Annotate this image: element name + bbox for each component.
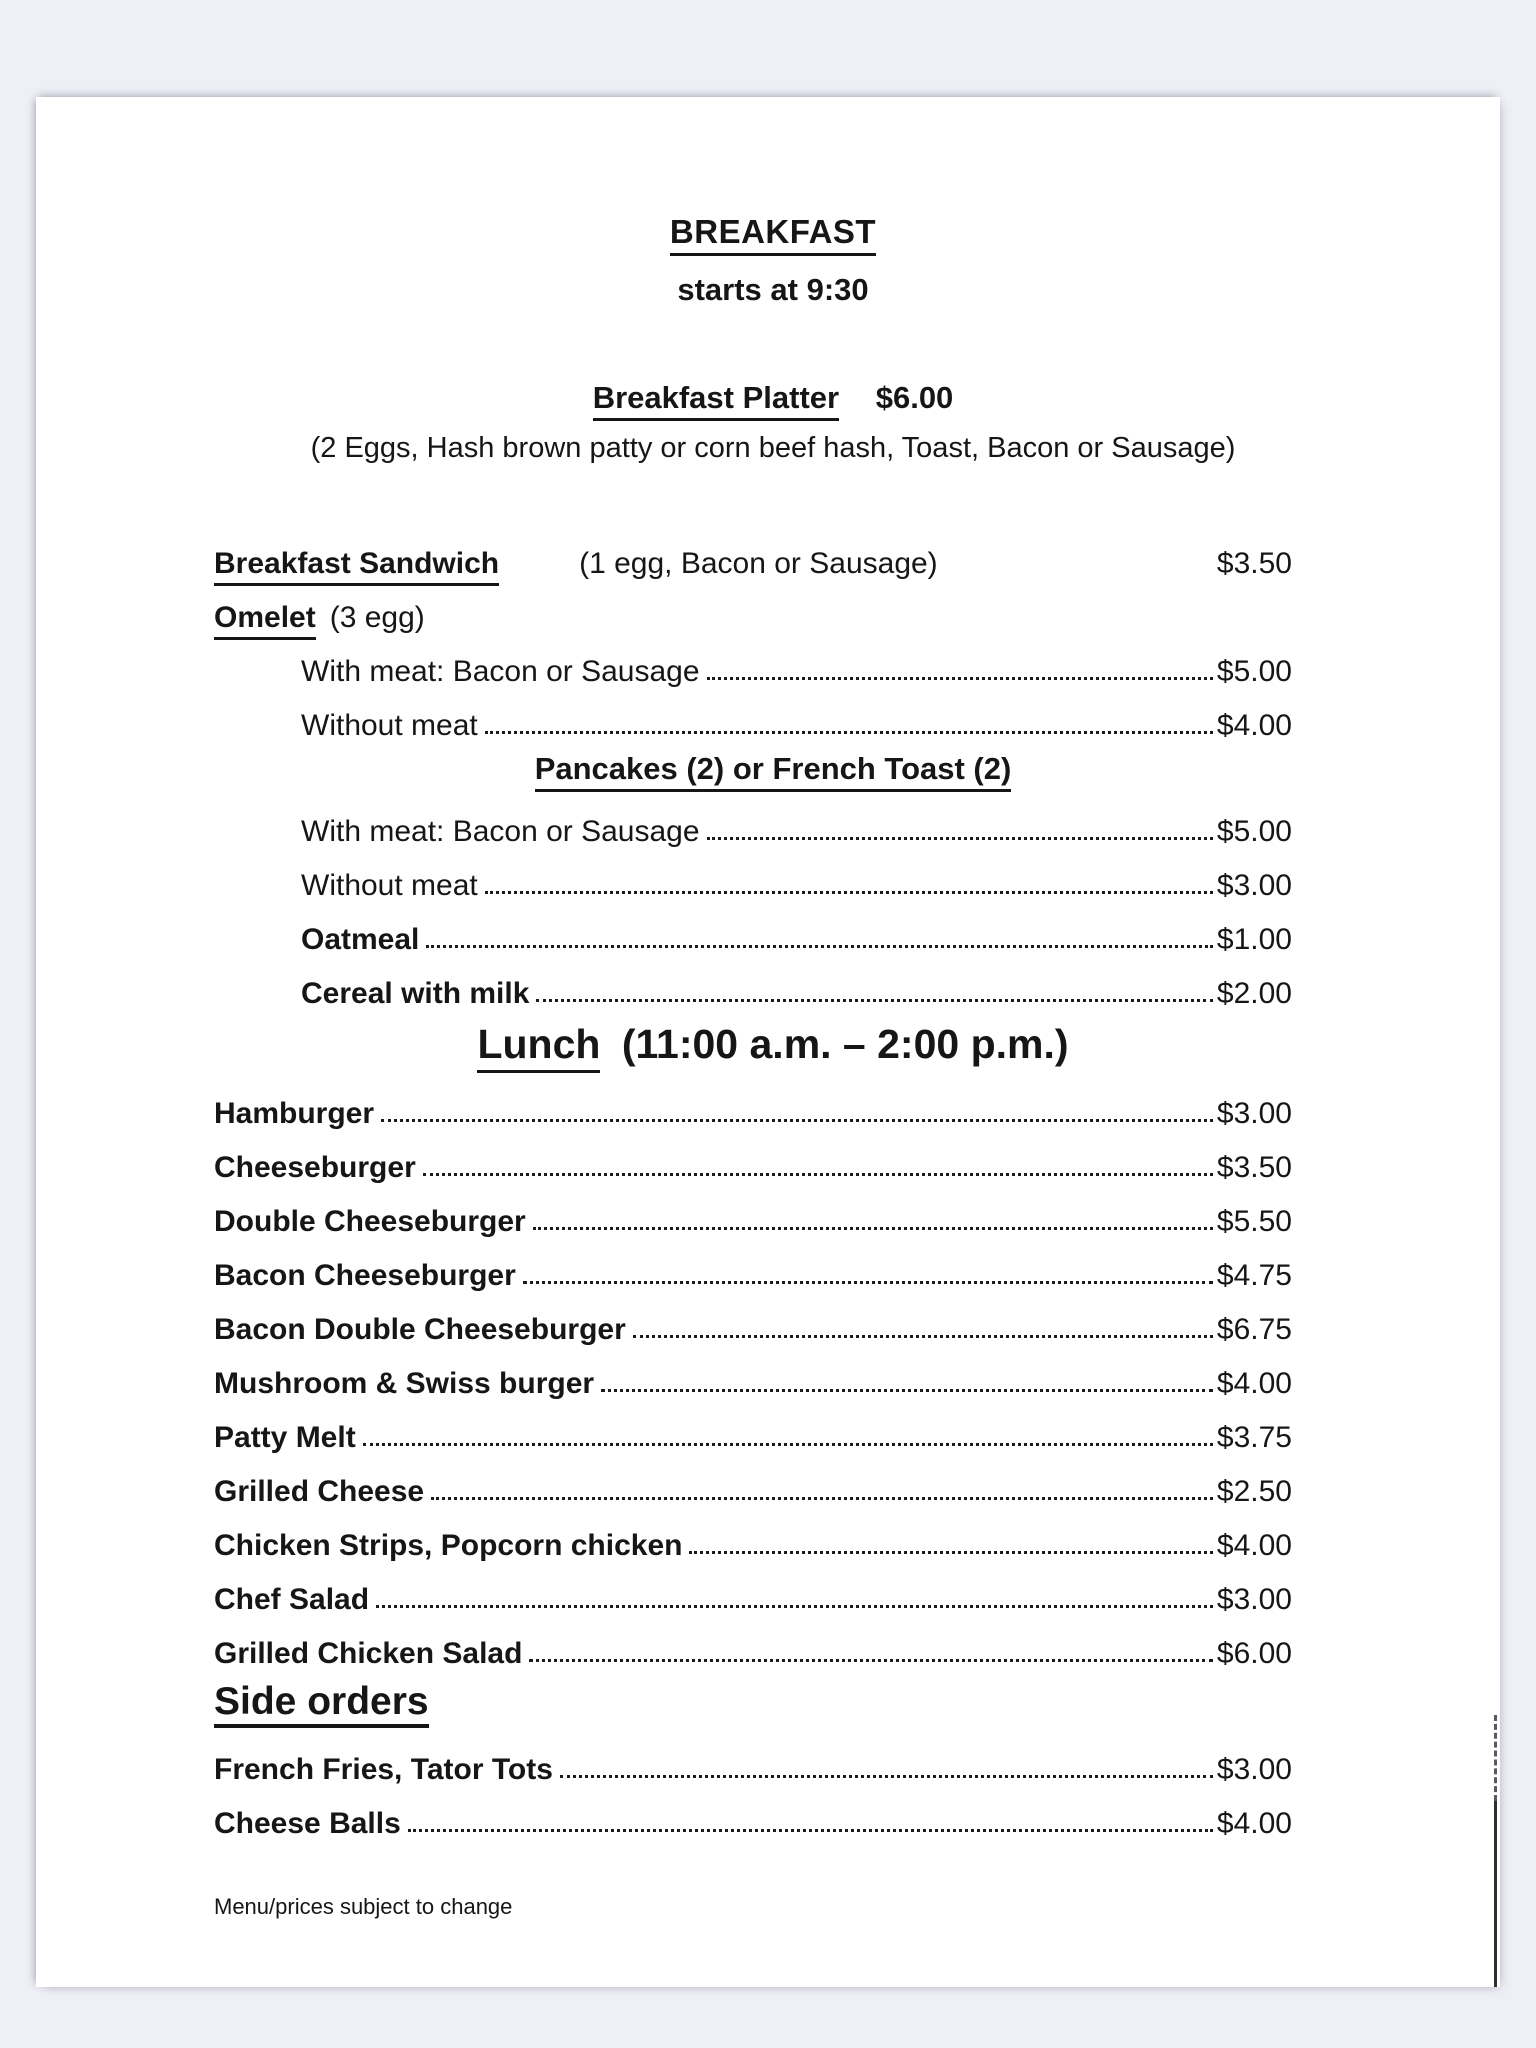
item-price: $6.00 (1216, 1637, 1292, 1670)
menu-row (214, 1401, 1292, 1455)
item-label: Grilled Cheese (214, 1475, 425, 1508)
item-label: Mushroom & Swiss burger (214, 1367, 595, 1400)
menu-row (214, 1787, 1292, 1841)
dot-leader (529, 1659, 1212, 1662)
dot-leader (485, 731, 1213, 734)
item-price: $5.00 (1216, 655, 1292, 688)
omelet-name: Omelet (214, 601, 316, 640)
side-orders-heading (214, 1671, 1292, 1733)
item-label: Grilled Chicken Salad (214, 1637, 523, 1670)
dot-leader (601, 1389, 1213, 1392)
dot-leader (560, 1775, 1213, 1778)
breakfast-sandwich-price: $3.50 (1216, 547, 1292, 580)
item-label: Double Cheeseburger (214, 1205, 526, 1238)
dot-leader (485, 891, 1213, 894)
menu-row (214, 1617, 1292, 1671)
menu-row (214, 1509, 1292, 1563)
item-label: Without meat (301, 869, 478, 902)
item-label: Patty Melt (214, 1421, 356, 1454)
item-price: $1.00 (1216, 923, 1292, 956)
breakfast-sandwich-detail: (1 egg, Bacon or Sausage) (579, 547, 938, 580)
dot-leader (536, 999, 1213, 1002)
item-price: $5.50 (1216, 1205, 1292, 1238)
breakfast-platter-price: $6.00 (875, 380, 954, 415)
menu-row (214, 849, 1292, 903)
item-label: Bacon Double Cheeseburger (214, 1313, 626, 1346)
menu-row (214, 903, 1292, 957)
dot-leader (381, 1119, 1213, 1122)
item-price: $3.00 (1216, 1583, 1292, 1616)
lunch-heading (234, 1011, 1312, 1077)
menu-row (214, 1455, 1292, 1509)
dot-leader (533, 1227, 1213, 1230)
item-price: $2.00 (1216, 977, 1292, 1010)
dot-leader (426, 945, 1213, 948)
dot-leader (408, 1829, 1213, 1832)
scan-edge-artifact-solid (1494, 1801, 1497, 1987)
breakfast-platter-description: (2 Eggs, Hash brown patty or corn beef hash, Toast, Bacon or Sausage) (310, 432, 1236, 464)
dot-leader (707, 677, 1213, 680)
item-price: $4.00 (1216, 1367, 1292, 1400)
item-price: $3.00 (1216, 1097, 1292, 1130)
dot-leader (431, 1497, 1213, 1500)
dot-leader (633, 1335, 1213, 1338)
lunch-heading-main: Lunch (477, 1021, 600, 1073)
menu-content (36, 97, 1500, 1921)
item-label: Cheese Balls (214, 1807, 401, 1840)
scanned-menu-page (36, 97, 1500, 1987)
menu-row (214, 795, 1292, 849)
menu-row (214, 957, 1292, 1011)
dot-leader (376, 1605, 1213, 1608)
item-label: Without meat (301, 709, 478, 742)
item-label: With meat: Bacon or Sausage (301, 655, 700, 688)
item-label: Hamburger (214, 1097, 375, 1130)
page-title-text: BREAKFAST (670, 213, 876, 256)
menu-row (214, 1563, 1292, 1617)
menu-row (214, 1347, 1292, 1401)
item-price: $5.00 (1216, 815, 1292, 848)
pancakes-heading-text: Pancakes (2) or French Toast (2) (535, 751, 1012, 792)
menu-row (214, 1239, 1292, 1293)
menu-row-breakfast-sandwich (214, 525, 1292, 581)
menu-row-omelet (214, 581, 1292, 635)
item-label: With meat: Bacon or Sausage (301, 815, 700, 848)
dot-leader (363, 1443, 1213, 1446)
breakfast-platter-name: Breakfast Platter (593, 380, 839, 421)
page-title (234, 209, 1312, 255)
item-label: Chef Salad (214, 1583, 370, 1616)
item-label: Chicken Strips, Popcorn chicken (214, 1529, 683, 1562)
menu-row (214, 1293, 1292, 1347)
item-price: $6.75 (1216, 1313, 1292, 1346)
item-label: Bacon Cheeseburger (214, 1259, 516, 1292)
item-price: $3.50 (1216, 1151, 1292, 1184)
item-price: $2.50 (1216, 1475, 1292, 1508)
breakfast-platter-heading (234, 375, 1312, 421)
side-orders-heading-text: Side orders (214, 1680, 429, 1728)
item-price: $4.00 (1216, 1807, 1292, 1840)
dot-leader (707, 837, 1213, 840)
menu-row (214, 635, 1292, 689)
scan-edge-artifact-dashed (1494, 1715, 1497, 1801)
menu-row (214, 1185, 1292, 1239)
item-price: $3.00 (1216, 1753, 1292, 1786)
omelet-detail: (3 egg) (329, 601, 425, 634)
menu-row (214, 1733, 1292, 1787)
item-price: $4.00 (1216, 709, 1292, 742)
item-label: French Fries, Tator Tots (214, 1753, 553, 1786)
dot-leader (423, 1173, 1213, 1176)
menu-row (214, 1077, 1292, 1131)
breakfast-sandwich-name: Breakfast Sandwich (214, 547, 499, 586)
menu-row (214, 689, 1292, 743)
menu-row (214, 1131, 1292, 1185)
item-price: $3.75 (1216, 1421, 1292, 1454)
item-price: $4.75 (1216, 1259, 1292, 1292)
item-label: Cheeseburger (214, 1151, 416, 1184)
lunch-heading-hours: (11:00 a.m. – 2:00 p.m.) (621, 1021, 1069, 1067)
dot-leader (689, 1551, 1212, 1554)
item-price: $3.00 (1216, 869, 1292, 902)
menu-disclaimer: Menu/prices subject to change (214, 1894, 513, 1919)
item-price: $4.00 (1216, 1529, 1292, 1562)
item-label: Cereal with milk (301, 977, 530, 1010)
dot-leader (523, 1281, 1213, 1284)
item-label: Oatmeal (301, 923, 420, 956)
pancakes-heading (234, 743, 1312, 795)
breakfast-hours: starts at 9:30 (677, 272, 869, 307)
